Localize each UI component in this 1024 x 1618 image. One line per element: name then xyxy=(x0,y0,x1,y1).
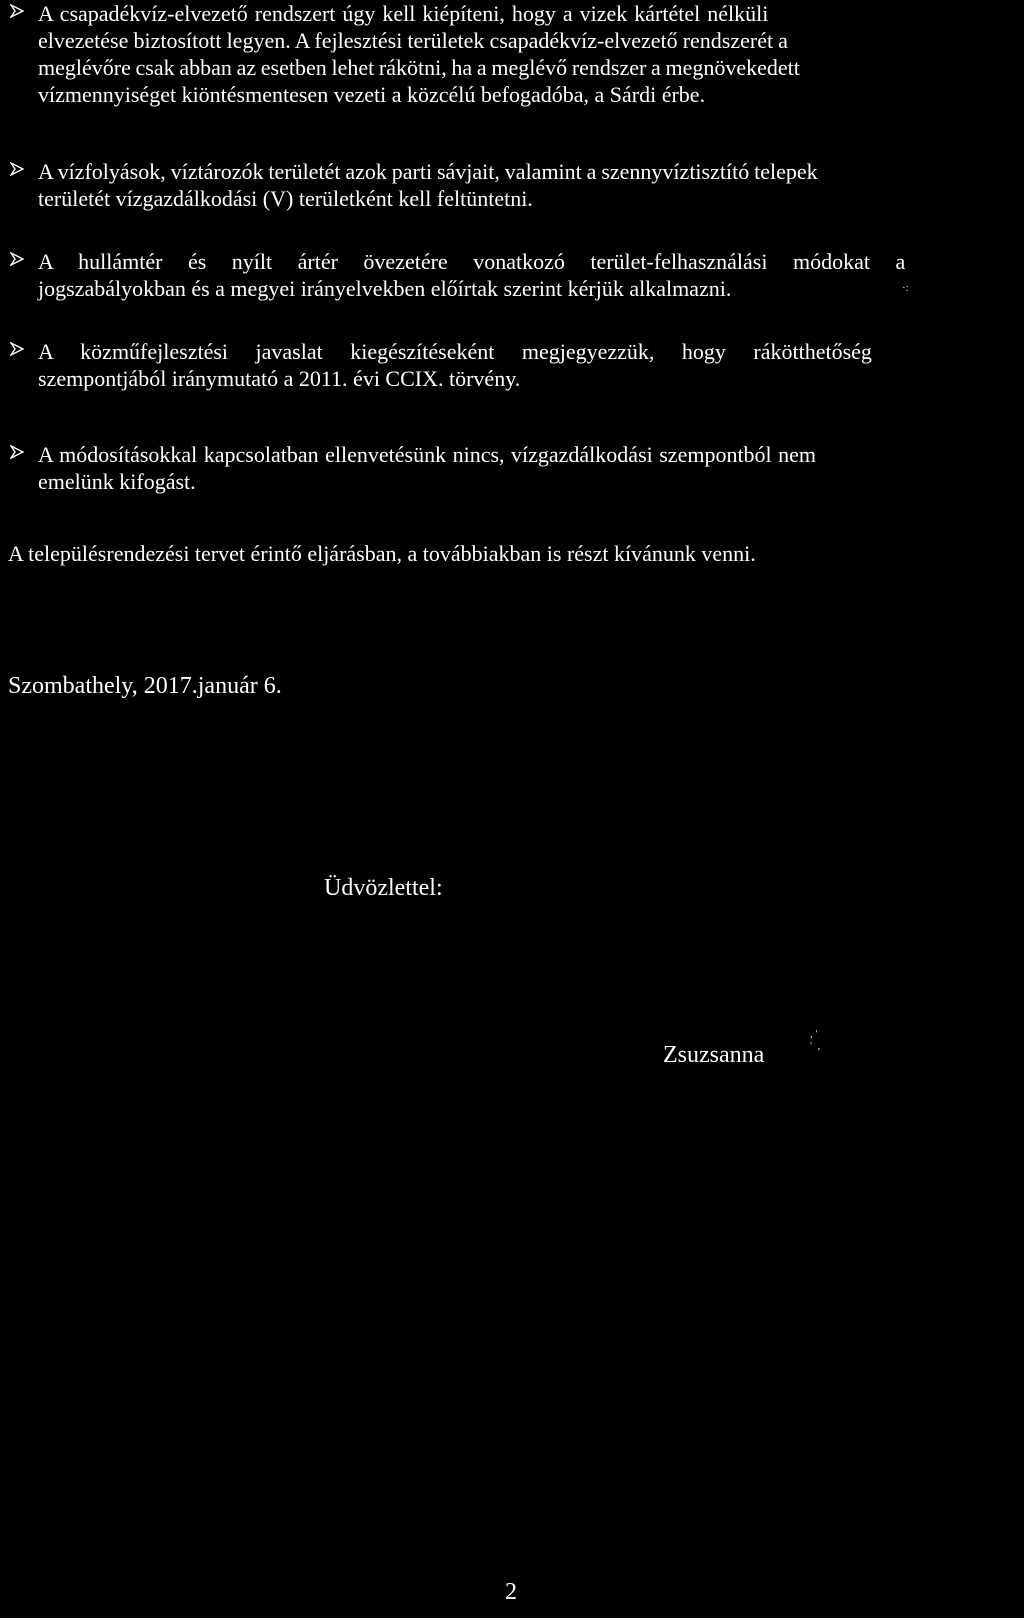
bullet-text xyxy=(38,0,1022,108)
arrow-bullet-icon xyxy=(10,4,24,18)
signatory-name: Zsuzsanna xyxy=(663,1042,765,1068)
arrow-bullet-icon xyxy=(10,252,24,266)
text-line: emelünk kifogást. xyxy=(38,469,196,494)
text-line: területét vízgazdálkodási (V) területként kell feltüntetni. xyxy=(38,186,533,211)
bullet-text xyxy=(38,338,1022,392)
text-line: meglévőre csak abban az esetben lehet rákötni, ha a meglévő rendszer a megnövekedett xyxy=(38,55,800,80)
arrow-bullet-icon xyxy=(10,342,24,356)
arrow-bullet-icon xyxy=(10,162,24,176)
text-line: vízmennyiséget kiöntésmentesen vezeti a közcélú befogadóba, a Sárdi érbe. xyxy=(38,82,706,107)
bullet-text xyxy=(38,248,1022,302)
text-line: elvezetése biztosított legyen. A fejlesztési területek csapadékvíz-elvezető rendszerét a xyxy=(38,28,788,53)
bullet-text xyxy=(38,158,1022,212)
text-line: A hullámtér és nyílt ártér övezetére vonatkozó terület-felhasználási módokat a xyxy=(38,249,906,274)
text-line: A közműfejlesztési javaslat kiegészítéseként megjegyezzük, hogy rákötthetőség xyxy=(38,339,872,364)
text-line: jogszabályokban és a megyei irányelvekben előírtak szerint kérjük alkalmazni. xyxy=(38,276,732,301)
signature-specks: , ' ' , xyxy=(810,1028,821,1052)
text-line: A módosításokkal kapcsolatban ellenvetésünk nincs, vízgazdálkodási szempontból nem xyxy=(38,442,817,467)
page-number: 2 xyxy=(505,1579,517,1605)
text-line: szempontjából iránymutató a 2011. évi CCIX. törvény. xyxy=(38,366,521,391)
arrow-bullet-icon xyxy=(10,445,24,459)
closing-statement: A településrendezési tervet érintő eljárásban, a továbbiakban is részt kívánunk venni. xyxy=(8,541,756,566)
place-date: Szombathely, 2017.január 6. xyxy=(8,673,282,699)
scan-specks: ·: xyxy=(902,282,909,294)
bullet-text xyxy=(38,441,1022,495)
greeting: Üdvözlettel: xyxy=(324,875,443,901)
text-line: A vízfolyások, víztározók területét azok parti sávjait, valamint a szennyvíztisztító telepek xyxy=(38,159,818,184)
text-line: A csapadékvíz-elvezető rendszert úgy kell kiépíteni, hogy a vizek kártétel nélküli xyxy=(38,1,769,26)
